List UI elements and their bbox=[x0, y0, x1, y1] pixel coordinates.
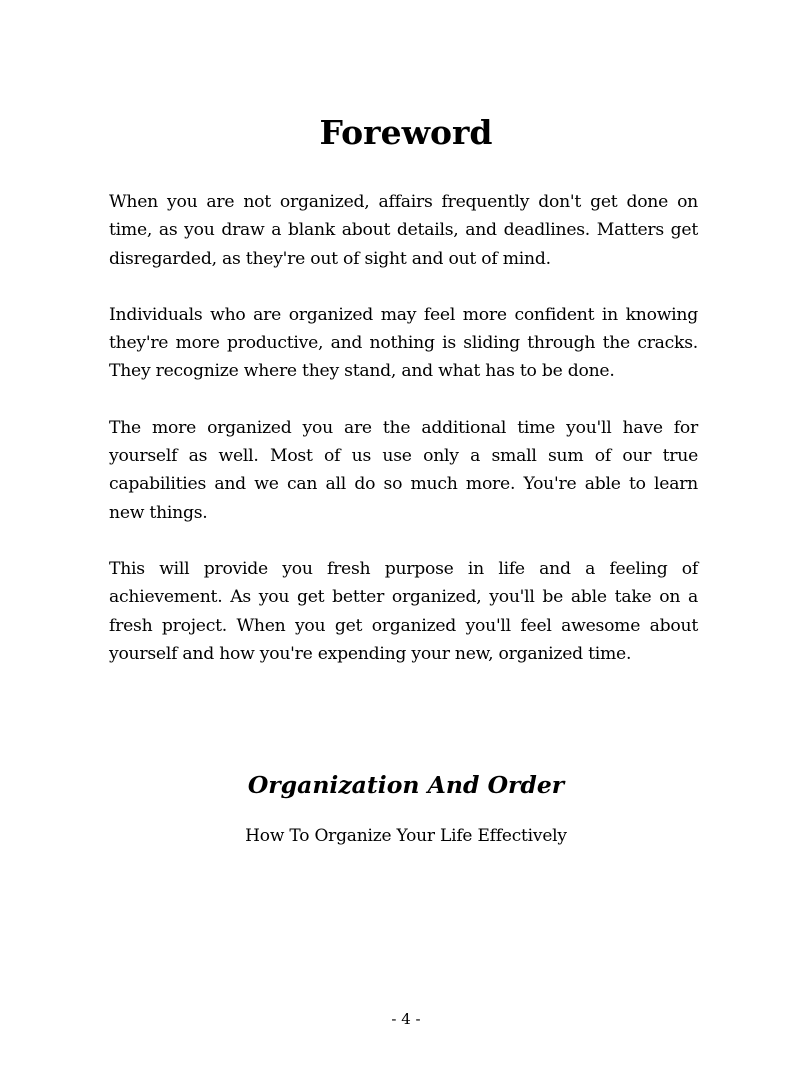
page-number: - 4 - bbox=[391, 1010, 421, 1028]
page-title: Foreword bbox=[319, 113, 493, 152]
paragraph-4: This will provide you fresh purpose in life and a feeling of achievement. As you get better organized, you'll be able take on a fresh project. When you get organized you'll feel awesome about yourself and how you're expending your new, organized time. bbox=[109, 558, 698, 664]
book-subtitle: How To Organize Your Life Effectively bbox=[245, 826, 567, 846]
foreword-body bbox=[109, 188, 698, 696]
paragraph-1: When you are not organized, affairs frequently don't get done on time, as you draw a blank about details, and deadlines. Matters get disregarded, as they're out of sight and out of mind. bbox=[109, 192, 698, 269]
paragraph-3: The more organized you are the additional time you'll have for yourself as well. Most of us use only a small sum of our true capabilities and we can all do so much more. You're able to learn new things. bbox=[109, 417, 698, 523]
book-title: Organization And Order bbox=[247, 771, 565, 799]
paragraph-2: Individuals who are organized may feel more confident in knowing they're more productive, and nothing is sliding through the cracks. They recognize where they stand, and what has to be done. bbox=[109, 304, 698, 382]
